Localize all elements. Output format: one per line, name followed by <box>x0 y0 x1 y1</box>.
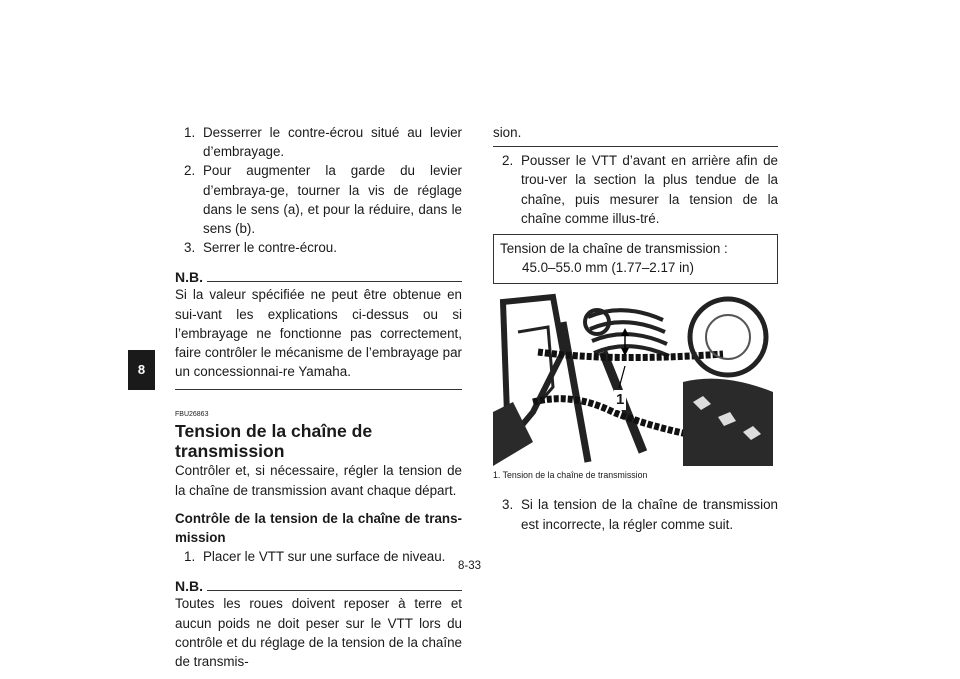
right-column <box>493 123 778 534</box>
section-code: FBU26863 <box>175 411 209 419</box>
note-end-rule <box>493 146 778 147</box>
callout-number: 1 <box>616 391 625 409</box>
section-intro: Contrôler et, si nécessaire, régler la tension de la chaîne de transmission avant chaque départ. <box>175 463 462 498</box>
note-text: Toutes les roues doivent reposer à terre et aucun poids ne doit peser sur le VTT lors du contrôle et du réglage de la tension de la chaîne de transmis- <box>175 596 462 670</box>
chapter-tab: 8 <box>128 350 155 390</box>
step-tighten-locknut: 3. Serrer le contre-écrou. <box>184 240 337 256</box>
note-end-rule <box>175 389 462 390</box>
note-text: Si la valeur spécifiée ne peut être obtenue en sui-vant les explications ci-dessus ou si l’embrayage ne fonctionne pas correctement, faire contrôler le mécanisme de l’embrayage par un concessionnai-re Yamaha. <box>175 287 462 380</box>
step-level-surface: 1. Placer le VTT sur une surface de niveau. <box>184 549 446 565</box>
chain-tension-illustration <box>493 292 778 466</box>
page-number: 8-33 <box>458 560 482 572</box>
continued-text: sion. <box>493 125 522 140</box>
note-heading: N.B. <box>175 578 462 594</box>
step-adjust-if-incorrect: 3. Si la tension de la chaîne de transmission est incorrecte, la régler comme suit. <box>502 497 778 532</box>
spec-value: 45.0–55.0 mm (1.77–2.17 in) <box>522 260 694 276</box>
spec-label: Tension de la chaîne de transmission : <box>500 241 728 257</box>
step-adjust-play: 2. Pour augmenter la garde du levier d’embraya-ge, tourner la vis de réglage dans le sens (a), et pour la réduire, dans le sens (b). <box>184 163 462 237</box>
step-measure-tension: 2. Pousser le VTT d’avant en arrière afin de trou-ver la section la plus tendue de la chaîne, puis mesurer la tension de la chaîne comme illus-tré. <box>502 153 778 226</box>
section-heading: Tension de la chaîne de transmission <box>175 421 373 462</box>
subsection-heading: Contrôle de la tension de la chaîne de trans-mission <box>175 510 462 546</box>
chain-illustration-drawing <box>493 292 778 466</box>
step-loosen-locknut: 1. Desserrer le contre-écrou situé au levier d’embrayage. <box>184 125 462 160</box>
spec-box <box>493 234 778 284</box>
note-heading: N.B. <box>175 269 462 285</box>
left-column <box>175 123 462 671</box>
figure-caption: 1. Tension de la chaîne de transmission <box>493 470 648 481</box>
